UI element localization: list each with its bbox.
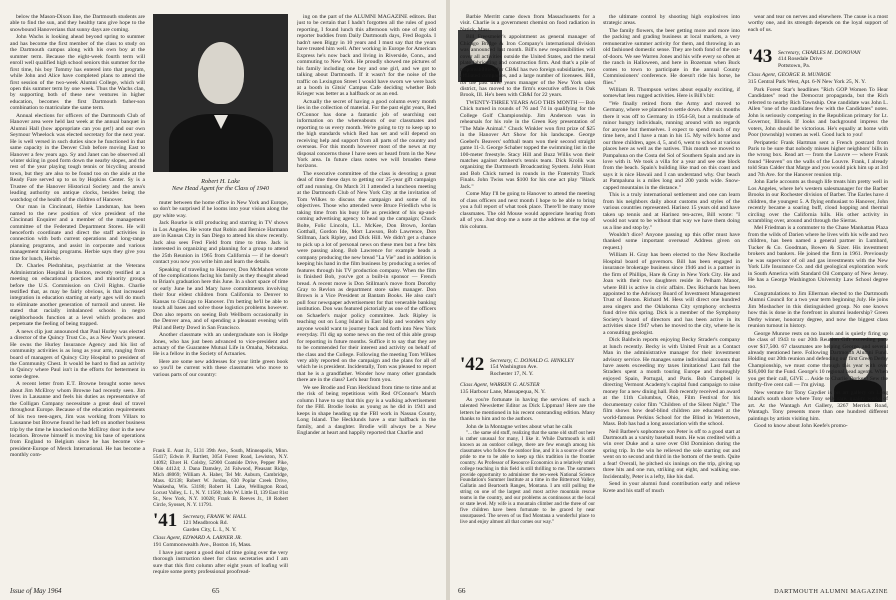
magazine-footer: DARTMOUTH ALUMNI MAGAZINE — [774, 588, 888, 595]
paragraph: TWENTY-THREE YEARS AGO THIS MONTH — Bob Chick turned in rounds of 76 and 74 in qualifying for the College Golf Championship. Jim Anderson was in rehearsals for his role in the Green Key presentation of "The Male Animal." Chuck Winkler won first prize of $25 in the Hanover Art Show for his landscape. George Goebel's Beavers' softball team won their second straight game 11-3. George Schaber topped the swimming list in the 100-meter freestyle. Stacy Hill and Buzz Willis won their matches against Amherst's tennis team. Dick Krolik was organizing the Dartmouth Broadcasting System. John Hunt and Bob Chick turned in rounds in the Fraternity Track Finals. John Twiss was $100 for his one act play "Black Jack." — [460, 99, 595, 190]
page-number: 65 — [212, 586, 220, 595]
class-41-heading — [153, 510, 288, 533]
agent-address: 135 Harbour Lane, Massapequa, N. Y. — [460, 389, 546, 396]
left-column-3 — [297, 14, 436, 580]
paragraph: John Wachs is looking ahead beyond spring to summer and has become the first member of the class to study on the Dartmouth campus along with his own boy at the summer term. Because the eight-week fourth term will enroll well qualified high school seniors this summer for the first time, his boy Tommy has entered into that program, while John and Alice have completed plans to attend the first session of the two-week Alumni College, which will open this summer term by one week. Thus the Wachs clan, by supporting both of these new ventures in higher education, becomes the first Dartmouth father-son combination to matriculate the same term. — [10, 34, 145, 112]
paragraph: Good to know about John Keefe's promo- — [754, 423, 848, 430]
class-42-info — [490, 358, 574, 377]
quote-paragraph: "... the same old stuff, realizing that the same old stuff out here is rather unusual for many, I like it. While Dartmouth is still known as an outdoor college, there are few enough among his classmates who follow the outdoor line, and it is a source of some pride to me to be able to keep up this tradition in the frontier country. As Professor of Resource Economics in a relatively small college teaching in this field is still thrilling to me. The summers provide opportunity to administer the ten-week National Science Foundation's Summer Institute at a time in the Bitterroot Valley, Gallatin and Beartooth Ranges, Montana. I am still pulling the string on one of the largest and most active mountain rescue teams in the country, and our problems as continuous at the local or state level. My wife is a mountain climber and the three of our five children have been fortunate to be graced by near unsurpassed. The seven of us find Montana a wonderful place to live and enjoy almost all that comes our way." — [460, 430, 595, 525]
paragraph: William R. Thompson writes about equally exciting, if somewhat less rugged activities. Here is Bill's bit: — [603, 86, 740, 100]
class-year: '42 — [460, 354, 485, 375]
address-line-1: 414 Rosedale Drive — [778, 56, 823, 63]
paragraph: Bill Freesmeier's appointment as general manager of Chicago Bridge & Iron Company's international division was announced last month. Bill's new responsibilities will cover all activities outside the United States, and the metal plate fabricating and construction firm. And that's a pile of responsibilities, for CB&I has two foreign subsidiaries, two affiliated companies, and a large number of licensees. Bill, for the past three years manager of the New York sales district, has moved to the firm's executive offices in Oak Brook, Ill. He's been with CB&I for 22 years. — [460, 34, 595, 99]
right-column-3 — [748, 72, 888, 580]
class-43-heading — [748, 46, 888, 69]
paragraph: Actually the secret of having a good column every month lies in the collection of material. For the past eight years, Red O'Connor has done a fantastic job of searching out information on the whereabouts of our classmates and reporting to us every month. We're going to try to keep up to the high standards which Red has set and will depend on receiving help and support from all parts of the country and overseas. For this month however most of the news at my disposal concerns those I have seen or heard from in the New York area. In future class notes we will broaden these horizons. — [297, 98, 436, 170]
agent-address: 315 Central Park West, Apt. 6-N New York 25, N. Y. — [748, 79, 866, 86]
caption-name: Robert H. Lake — [201, 178, 240, 185]
paragraph: "We finally retired from the Army and moved to Germany, where we planned to settle down. After six months there it was off to Germany in 1954-58, but a multitude of minor hungry individuals, running around with no regards for anyone but themselves. I expect to spend much of my time here, and I have a man in his 15. My wife's home and our three children, ages 4, 5, and 6, went to school at various places here as well as the natives. This month we moved to Pampaluna on the Costa del Sol of Southern Spain and are in love with it. We took a villa for a year and see one block from the beach. Spain's building like mad on this coast and says it is nice Hawaii and I can understand why. Our beach at Pampaluna is a miles long and 200 yards wide. Snow-capped mountains in the distance." — [603, 100, 740, 191]
agent-line: Class Agent, WARREN G. AUSTER — [460, 382, 540, 388]
column-2-tail: I have just spent a good deal of time going over the very thorough instruction sheet for class secretaries and I am sure that this first column after eight years of loafing will require some pretty professional proofread- — [153, 549, 288, 576]
agent-address: 191 Commonwealth Ave., Boston 16, Mass. — [153, 542, 252, 549]
paragraph: The family flowers, the beer getting more and more into the packing and grading business at local markets, a very remunerative summer activity for them, and throwing in an old fashioned domestic sense. They are both fond of the out-of-doors. We see Warren Jones and his wife every so often at the ranch in Halloween, and here in Bozeman when Buck comes to town to participate in the annual County Commissioners' conference. He doesn't ride his horse, he flies." — [603, 27, 740, 86]
paragraph: Send in your alumni fund contribution early and relieve Krete and his staff of much — [603, 481, 740, 494]
class-41-info — [183, 514, 246, 533]
page-number: 66 — [458, 586, 466, 595]
paragraph: Neil Barbee's sophomore son Peter is off to a good start at Dartmouth as a varsity baseball team. He was credited with a win over Duke and a save over Old Dominion during the spring trip. In the win he relieved the sole starting out and went on to second and third in the bottom of the tenth. Quite a feat! Overall, he pitched six innings on the trip, giving up three hits and one run, striking out eight, and walking one. Incidentally, Peter is a lefty, like his dad. — [603, 428, 740, 480]
left-page — [0, 0, 446, 600]
paragraph: Barbie Merritt came down from Massachusetts for a visit. Charlie is a government chemist on food radiation in Natick, Mass. — [460, 14, 595, 33]
paragraph: wear and tear on nerves and elsewhere. The cause is a most worthy one, and its strength depends on the loyal support of each of us. — [748, 14, 888, 33]
left-column-2 — [153, 200, 288, 448]
paragraph: Mel Friedman is a commuter to the Chase Manhattan Plaza from the wilds of Darien where he lives with his wife and two children, has been named a general partner in Lumbard, Tucker & Co. Goodman, Bowen & Sizer. His investment brokers and bankers. He joined the firm in 1961. Previously he was supervisor of oil and gas investments with the New York Life Insurance Co. and did geological exploration work in South America with Standard Oil Company of New Jersey. He has a George Washington University Law School degree too. — [748, 225, 888, 290]
right-column-1 — [460, 14, 595, 354]
paragraph: William H. Gray has been elected to the New Rochelle Hospital board of governors. Bill has been engaged in insurance brokerage business since 1946 and is a partner in the firm of Phillips, Hare & Gray in New York City. He and Joan with their two daughters reside in Pelham Manor, where Bill is active in civic affairs. Dex Richards has been appointed to the Advisory Board of Investment Management Trust of Boston. Richard M. Hess will direct one hundred area singers and the Oklahoma City symphony orchestra fund drive this spring. Dick is a member of the Symphony Society's board of directors and has been active in its activities since 1947 when he moved to the city, where he is a consulting geologist. — [603, 252, 740, 336]
photo-caption — [153, 178, 288, 193]
class-42-heading — [460, 354, 595, 377]
address-line-2: Garden City, L. I., N. Y. — [183, 526, 237, 533]
paragraph: ing on the part of the ALUMNI MAGAZINE editors. But just to be certain that I hadn't forgotten all the rules of good reporting, I found lunch this afternoon with one of my old reporter buddies from Daily Dartmouth days, Fred Bogola. I hadn't seen Biggy in 10 years and I must say that the years have treated him well. After working in Europe for American Express he's now back and living in Riverside, Conn., and commuting to New York. He proudly showed me pictures of his family including one boy and one girl, and we got to talking about Dartmouth. If it wasn't for the noise of the traffic on Lexington Street I would have sworn we were back at a booth in Gitsis' Campus Cafe deciding whether Bob Krieger was better as a halfback or as an end. — [297, 14, 436, 98]
paragraph: the ultimate control by shooting high explosives into strategic areas. — [603, 14, 740, 27]
class-year: '43 — [748, 46, 773, 67]
right-page — [450, 0, 896, 600]
right-column-2 — [603, 14, 740, 580]
agent-line: Class Agent, EDWARD A. LARNER JR. — [153, 535, 242, 541]
paragraph: John de la Montagne writes about what he calls — [466, 423, 573, 430]
class-year: '41 — [153, 510, 178, 531]
paragraph: Wouldn't dice? Anyone passing up this offer must have thanked some important overseas! Address given on request.) — [603, 231, 740, 251]
left-column-1 — [10, 14, 145, 578]
paragraph: This is a truly international settlement and one can learn from his neighbors daily about customs and styles of the various countries represented. Harinez 15 years old and have taken up tennis and at Harinez ten-acres, Bill wrote: "I would not want to be without that way we have them doing us a line and stop by." — [603, 192, 740, 231]
robert-lake-photo — [153, 14, 288, 172]
paragraph: The executive committee of the class is devoting a great deal of time these days to getting our 25-year gift campaign off and running. On March 31 I attended a luncheon meeting at the Dartmouth Club of New York City at the invitation of Tom Wilkes to discuss the campaign and some of its objectives. Those who attended were Bruce Friedlich who is taking time from his busy life as president of his up-and-coming advertising agency to head up the campaign; Chuck Bolte, Folic Lincoln, LL. McKee, Don Brown, Jordan Gotthall, Gordon Ide, Mort Lawson, Bob Lawrence, Don Stillman, Jack Ripley, and Dick Hill. We didn't get a chance to pick up a lot of personal news on these men but a few bits were passing along. Bob Lawrence for example heads a company producing the new bread "La Vie" and in addition is keeping his hand in the film business by producing a series of features through his TV production company. When the film is finished Bob, you've got a built-in sponsor — French bread. A recent move is Don Stillman's move from Dorothy Gray to Revlon as department store sales manager. Don Brown is a Vice President at Bantam Books. He also can't pull four newspaper advertisement for that venerable banking institution. Don was featured pictorially as one of the officers on Schaefer's major policy committee. Jack Ripley is teaching out on Long Island in East Islip and wonders why anyone would want to journey back and forth into New York everyday. I'll dig up some news on the rest of this able group for reporting in future months. Suffice it to say that they are to be commended for their interest and activity on behalf of the class and the College. Following the meeting Tom Wilkes very ably reported on the campaign and the plans for all of which he is president. Incidentally, Tom was pleased to report that he is a grandfather. Wonder how many other grandads there are in the class? Let's hear from you. — [297, 170, 436, 384]
paragraph: George Munroe rests on no laurels and is quietly firing up the class of 1943 to our 20th Reunion Gift exceeding pace over $17,500. 67 classmates are helping George, and several already mentioned here. Following Dartmouth Alumni Fund. Holding our 20th reunion and defending our first Green Derby Championship, we must come through this year with over $16,000 for the Fund. George's 10 regional head agents. When you get their call, GIVE ... Aside to Charlie Dorkey! Sew the thrifty-five cent call — I'm giving. — [748, 330, 888, 389]
paragraph: Jack Rourke is still producing and starring in TV shows in Los Angeles. He wrote that Robin and Bernice Harmann are in Kansas City in San Diego to attend his show recently. Jack also sees Fred Field from time to time. Jack is interested in organizing and planning for a group to attend the 25th Reunion in 1965 from California — if he doesn't contact you now you write him and learn the details. — [153, 220, 288, 266]
secretary-line: Secretary, FRANK W. HALL — [183, 514, 247, 520]
paragraph: Dr. Charles Piedrahitas, psychiatrist at the Veterans Administration Hospital in Boston, recently testified at a meeting on educational practices and minority groups before the U.S. Commission on Civil Rights. Charlie testified that, as may be fairly obvious, is that increased integration in education starting at early ages will do much to eliminate another generation of turmoil and unrest. He stated that racially imbalanced schools in negro neighborhoods function at a level which produces and perpetuate the feeling of being trapped. — [10, 263, 145, 328]
paragraph: Another classmate with an undergraduate son is Hodge Jones, who has just been advanced to vice-president and actuary of the Guarantee Mutual Life in Omaha, Nebraska. He is a fellow in the Society of Actuaries. — [153, 332, 288, 358]
address-line-1: 154 Washington Ave. — [490, 364, 538, 371]
paragraph: Annual elections for officers of the Dartmouth Club of Hanover area were held last week at the annual banquet in Alumni Hall (how appropriate can you get!) and our own Seymour Wheelock was elected secretary for the next year. He is well versed in such duties since he functioned in that same capacity in the Denver Club before moving East to Hanover a few years ago. Sy and Janet can be observed all winter skiing in good form down the nearby slopes, and the rest of the year playing tough tennis or bicycling around town, but they are also to be found too on the aisle at the Ready Fare served up to us by Hopkins Center. Sy is a Trustee of the Hanover Historical Society and the area's leading authority on antique clocks, besides being the watchdog of the health of the children of Hanover. — [10, 112, 145, 203]
paragraph: A news clip just announced that Paul Hurley was elected a director of the Quincy Trust Co., as a New Year's present. He owns the Hurley Insurance Agency and his list of community activities is as long as your arm, ranging from board of managers of Quincy City Hospital to president of the Community Chest. It would be hard to find an activity in Quincy where Paul isn't in the efforts for betterment in some degree. — [10, 328, 145, 380]
address-line-2: Pottstown, Pa. — [778, 62, 811, 69]
paragraph: Come May I'll be going to Hanover to attend the meeting of class officers and next month I hope to be able to bring you a full report of what took place. There'll be many more classmates. The old Mouse would appreciate hearing from all of you. Just drop me a note at the address at the top of this column. — [460, 191, 595, 230]
address-line-2: Rochester 17, N. Y. — [490, 370, 534, 377]
paragraph: Peripatetic Frank Hartman sent a French postcard from Paris to be sure that nobody misses higher neighbors' bills in the wrong box. Read art — from the Louvre — where Frank found "Heaven" on the walls of the Louvre. Frank, I already told Stan Calder that Marge and you would pick him up at 3rd and 7th Ave. for the Hanover reunion trip. — [748, 139, 888, 178]
paragraph: muter between the home office in New York and Europe, so don't be surprised if he looms into your vision along the gay white way. — [153, 200, 288, 219]
paragraph: Our man in Cincinnati, Herbie Landsman, has been named to the new position of vice president of the Cincinnati Enquirer and a member of the management committee of the Federated Department Stores. He will henceforth coordinate and direct the staff activities in connection with both current operations and long-range planning programs, and assist in corporate and various management training programs. Herbie says they give you time for lunch, Herbie. — [10, 204, 145, 262]
right-column-3-top — [748, 14, 888, 44]
paragraph: Park Forest Star's headlines "Rich GOP Women To Hear Candidates" read the Democrat propaganda, but the Rich referred to nearby Rich Township. One candidate was John L. Allen "one of the candidates few with the Candidates" notes. John is seriously competing in the Republican primary for Lt. Governor, Illinois. If looks and background impress the voters, John should be victorious. He's equally at home with Poor (township) women as well. Good luck to you! — [748, 86, 888, 139]
paragraph: Speaking of traveling to Hanover, Don McMahon wrote of the complications facing his family as they thought ahead to Brian's graduation here this June. In a short space of time or early June he and Mary have commitments involving their four eldest children from California to Denver to Kansas to Chicago to Hanover. I'm betting he'll be able to touch all bases and solve those logistics problems however. Don also reports on seeing Bob Wellborn occasionally in the Denver area, and of spending a pleasant evening with Phil and Betty Dowd in San Francisco. — [153, 266, 288, 331]
address-line-1: 121 Meadbrook Rd. — [183, 520, 228, 527]
caption-role: New Head Agent for the Class of 1940 — [172, 185, 269, 193]
class-43-info — [778, 50, 861, 69]
class-41-agent — [153, 535, 288, 585]
paragraph: Here are some new addresses for your little green book so you'll be current with these classmates who move to various parts of our country: — [153, 358, 288, 378]
agent-line: Class Agent, GEORGE B. MUNROE — [748, 72, 831, 78]
paragraph: Congratulations to Jim Ellerman elected to the Dartmouth Alumni Council for a two year term beginning July. He joins Jim Mosbacher in this distinguished group. No one knows how this is done in the forefront in alumni leadership? Green Derby winner, honorary degree, and now the biggest class reunion turnout in history. — [748, 290, 888, 330]
right-column-1-lower — [460, 382, 595, 580]
secretary-line: Secretary, C. DONALD G. HINKLEY — [490, 358, 574, 364]
secretary-line: Secretary, CHARLES M. DONOVAN — [778, 50, 861, 56]
paragraph: John Earle accounts as though life treats him pretty well in Los Angeles, where he's western salesmanager for the Barber Brooks in our Rochester division of Barber. The Earles have 4 children, the youngest 5. A flying enthusiast to Hanover, John recently became a soaring buff, cloud hopping and thermal circling over the California hills. His other activity in scrambling over, around and through the Sierras. — [748, 179, 888, 224]
paragraph: As you're fortunate in having the services of such a talented Newsletter Editor as Dick Lippman! Here are the letters he mentioned in his recent outstanding edition. Many thanks to him and to the authors. — [460, 396, 595, 423]
paragraph: We see Brodie and Fran Hecklund from time to time and at the risk of being repetitious with Red O'Connor's March column I have to say that this guy is a walking advertisement for the FBI. Brodie looks as young as he did in 1941 and keeps in shape heading up the FBI work in Nassau County, Long Island. The Hecklunds have a star halfback in the family, and a daughter. Brodie will always be a New Englander at heart and happily reported that Charlie and — [297, 384, 436, 436]
paragraph: New venture for Tony Gaydier is his art gallery on Long Island's south shore where Tony sells rare, quality works of art. At the Wantagh Art Gallery, 3267 Merrick Road, Wantagh. Tony presents more than one hundred different paintings by artists visiting him. — [748, 389, 888, 422]
paragraph: A recent letter from E.T. Browne brought some news about Jim McElroy whom Browne had recently seen. Jim lives in Lausanne and feels his duties as representative of the Colligan Company necessitate a great deal of travel throughout Europe. Because of the education requirements of his two teen-agers, Jim was working from Villars to Lausanne but Browne found he had left on another business trip by the time he knocked on the McElroy door in the new location. Browne himself is moving his base of operations from England to Belgium since he has become vice-president-Europe of Merck International. He has become a monthly com- — [10, 381, 145, 459]
issue-footer: Issue of May 1964 — [10, 587, 62, 595]
paragraph: below the Mason-Dixon line, the Dartmouth students are able to find the sun, and they healthy tans give hope to the snowbound Hanoverians that sunny days are coming. — [10, 14, 145, 33]
paragraph: Dick Baldwin reports enjoying Becky Strader's company at lunch recently. Becky is with United Fruit as a Contact Man in the administrative manager for their investment advisory service. He manages some individual accounts that have assets exceeding my taxes limitations! Last fall the Straders spent a month touring Europe and thoroughly enjoyed Spain, Portugal, and Paris. Bob Campbell is directing Vermont Academy's capital fund campaign to raise money for a new dining hall. Bob recently received an award at the 11th Columbus, Ohio, Film Festival for his documentary color film "Children of the Silent Night." The film shows how deaf-blind children are educated at the world-famous Perkins School for the Blind in Watertown, Mass. Bob has had a long association with the school. — [603, 337, 740, 428]
address-list — [153, 448, 288, 508]
address-list-text: Frank E. Aust Jr., 5131 39th Ave., South, Minneapolis, Minn. 55417; Edwin P. Bartlett, 3054 Forest Road, Lewiston, N.Y. 14092; Ehret H. Colsby, 52900 Coatside Drive, Pepper Pike, Ohio 44124; J. Dana Damsley, 24 Falwood, Pleasant Ridge, Mich 48069; William A. Haber, Tel Mr. Auburn, Cambridge, Mass. 02138; Robert W. Jordan, 630 Poplar Creek Drive, Waukesha, Wis. 53186; Robert H. Lake, Wellington Road, Locust Valley, L. I., N. Y. 11560; John W. Little II, 139 East 81st St., New York, N.Y. 10028; Frank B. Reeves Jr., 18 Robert Circle, Syosset, N. Y. 11791. — [153, 448, 288, 508]
